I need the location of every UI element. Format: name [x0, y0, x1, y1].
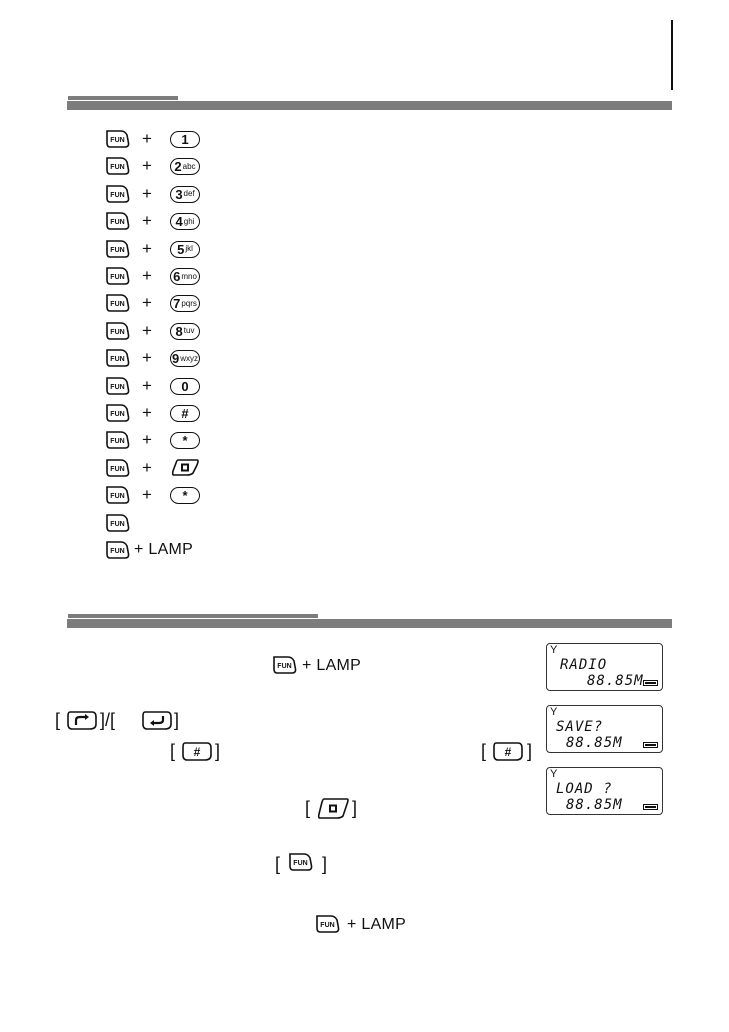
- memory-key-icon: [316, 796, 350, 821]
- svg-text:FUN: FUN: [277, 663, 292, 671]
- svg-text:#: #: [193, 745, 201, 759]
- plus-sign: +: [142, 485, 152, 505]
- plus-sign: +: [142, 375, 152, 395]
- keypad-key-6: [170, 268, 200, 285]
- antenna-icon: Y: [550, 768, 558, 780]
- lcd-display: [546, 643, 663, 691]
- margin-rule: [671, 20, 673, 90]
- fun-key-icon: [287, 852, 313, 872]
- plus-sign: +: [142, 348, 152, 368]
- plus-sign: +: [142, 293, 152, 313]
- svg-text:FUN: FUN: [110, 356, 125, 364]
- battery-icon: [643, 680, 658, 686]
- keypad-key-1: [170, 131, 200, 148]
- bracket-open: [: [481, 741, 487, 761]
- bracket-close: ]: [215, 741, 221, 761]
- fun-key-icon: [104, 239, 130, 259]
- fun-key-icon: [104, 129, 130, 149]
- lamp-instruction: + LAMP: [347, 916, 407, 933]
- keypad-key-9: [170, 350, 200, 367]
- bracket-open: [: [275, 854, 281, 874]
- fun-key-icon: [104, 348, 130, 368]
- keypad-key-3: [170, 186, 200, 203]
- plus-sign: +: [142, 183, 152, 203]
- svg-text:FUN: FUN: [110, 301, 125, 309]
- key-letters: jkl: [185, 244, 193, 254]
- key-digit: 5: [177, 241, 185, 257]
- key-digit: 9: [171, 351, 180, 367]
- lcd-display: [546, 705, 663, 753]
- fun-key-icon: [104, 540, 130, 560]
- fun-key-icon: [104, 184, 130, 204]
- key-digit: 2: [174, 159, 182, 175]
- svg-text:FUN: FUN: [110, 164, 125, 172]
- svg-text:FUN: FUN: [110, 465, 125, 473]
- keypad-key-star: [170, 487, 200, 504]
- key-letters: abc: [182, 161, 196, 171]
- key-digit: #: [181, 406, 189, 421]
- key-letters: pqrs: [181, 298, 197, 308]
- keypad-key-star: [170, 432, 200, 449]
- key-digit: 6: [173, 269, 181, 284]
- svg-text:FUN: FUN: [110, 246, 125, 254]
- svg-text:FUN: FUN: [110, 219, 125, 227]
- key-letters: wxyz: [180, 353, 198, 363]
- keypad-key-8: [170, 323, 200, 340]
- lcd-line-2: 88.85M: [587, 673, 644, 689]
- key-digit: *: [182, 488, 188, 504]
- bracket-close: ]: [322, 854, 328, 874]
- lcd-line-2: 88.85M: [566, 735, 623, 751]
- scroll-up-icon: [66, 709, 98, 732]
- fun-key-icon: [104, 376, 130, 396]
- antenna-icon: Y: [550, 644, 558, 656]
- svg-text:FUN: FUN: [110, 383, 125, 391]
- fun-key-icon: [271, 655, 297, 675]
- section-header-bar: [67, 101, 672, 110]
- svg-text:FUN: FUN: [293, 860, 308, 868]
- lamp-instruction: + LAMP: [302, 657, 362, 674]
- fun-key-icon: [104, 485, 130, 505]
- key-letters: tuv: [183, 326, 195, 336]
- svg-text:FUN: FUN: [110, 137, 125, 145]
- svg-text:FUN: FUN: [110, 274, 125, 282]
- scroll-down-icon: [141, 709, 173, 732]
- svg-text:FUN: FUN: [110, 438, 125, 446]
- svg-text:FUN: FUN: [110, 411, 125, 419]
- plus-sign: +: [142, 430, 152, 450]
- keypad-key-5: [170, 241, 200, 258]
- memory-key-icon: [170, 457, 200, 478]
- key-letters: ghi: [183, 216, 195, 226]
- svg-text:FUN: FUN: [110, 520, 125, 528]
- keypad-key-0: [170, 378, 200, 395]
- lcd-display: [546, 767, 663, 815]
- fun-key-icon: [104, 321, 130, 341]
- key-digit: 7: [173, 296, 181, 312]
- bracket-open: [: [170, 741, 176, 761]
- plus-sign: +: [142, 320, 152, 340]
- lamp-label: + LAMP: [134, 541, 194, 558]
- plus-sign: +: [142, 266, 152, 285]
- plus-sign: +: [142, 403, 152, 422]
- svg-text:#: #: [504, 745, 512, 759]
- section-tab-remnant: [68, 614, 318, 618]
- keypad-key-7: [170, 295, 200, 312]
- bracket-close: ]: [174, 710, 180, 730]
- section-tab-remnant: [68, 96, 178, 100]
- hash-key-icon: [492, 740, 524, 763]
- keypad-key-2: [170, 158, 200, 175]
- battery-icon: [643, 804, 658, 810]
- antenna-icon: Y: [550, 706, 558, 718]
- key-digit: *: [182, 433, 188, 449]
- key-digit: 0: [181, 378, 189, 394]
- keypad-key-hash: [170, 405, 200, 422]
- svg-text:FUN: FUN: [110, 191, 125, 199]
- plus-sign: +: [142, 238, 152, 258]
- key-digit: 8: [175, 323, 183, 339]
- key-digit: 1: [181, 132, 189, 147]
- lcd-line-1: LOAD ?: [556, 781, 613, 797]
- key-letters: def: [183, 189, 195, 199]
- lcd-line-1: RADIO: [560, 657, 608, 673]
- section-header-bar: [67, 619, 672, 628]
- key-digit: 4: [175, 214, 183, 230]
- keypad-key-4: [170, 213, 200, 230]
- lcd-line-1: SAVE?: [556, 719, 604, 735]
- plus-sign: +: [142, 457, 152, 477]
- fun-key-icon: [104, 211, 130, 231]
- fun-key-icon: [104, 293, 130, 313]
- plus-sign: +: [142, 129, 152, 148]
- bracket-close: ]: [527, 741, 533, 761]
- fun-key-icon: [104, 156, 130, 176]
- key-digit: 3: [175, 186, 183, 202]
- hash-key-icon: [181, 740, 213, 763]
- fun-key-icon: [104, 430, 130, 450]
- plus-sign: +: [142, 211, 152, 231]
- fun-key-icon: [104, 513, 130, 533]
- bracket-close: ]: [352, 798, 358, 818]
- svg-text:FUN: FUN: [110, 493, 125, 501]
- key-letters: mno: [181, 271, 197, 281]
- fun-key-icon: [104, 403, 130, 423]
- fun-key-icon: [104, 458, 130, 478]
- bracket-open: [: [55, 710, 61, 730]
- svg-text:FUN: FUN: [320, 922, 335, 930]
- battery-icon: [643, 742, 658, 748]
- svg-text:FUN: FUN: [110, 328, 125, 336]
- bracket-open: [: [305, 798, 311, 818]
- fun-key-icon: [314, 914, 340, 934]
- svg-text:FUN: FUN: [110, 548, 125, 556]
- plus-sign: +: [142, 156, 152, 176]
- fun-key-icon: [104, 266, 130, 286]
- lcd-line-2: 88.85M: [566, 797, 623, 813]
- bracket-separator: ]/[: [100, 710, 116, 730]
